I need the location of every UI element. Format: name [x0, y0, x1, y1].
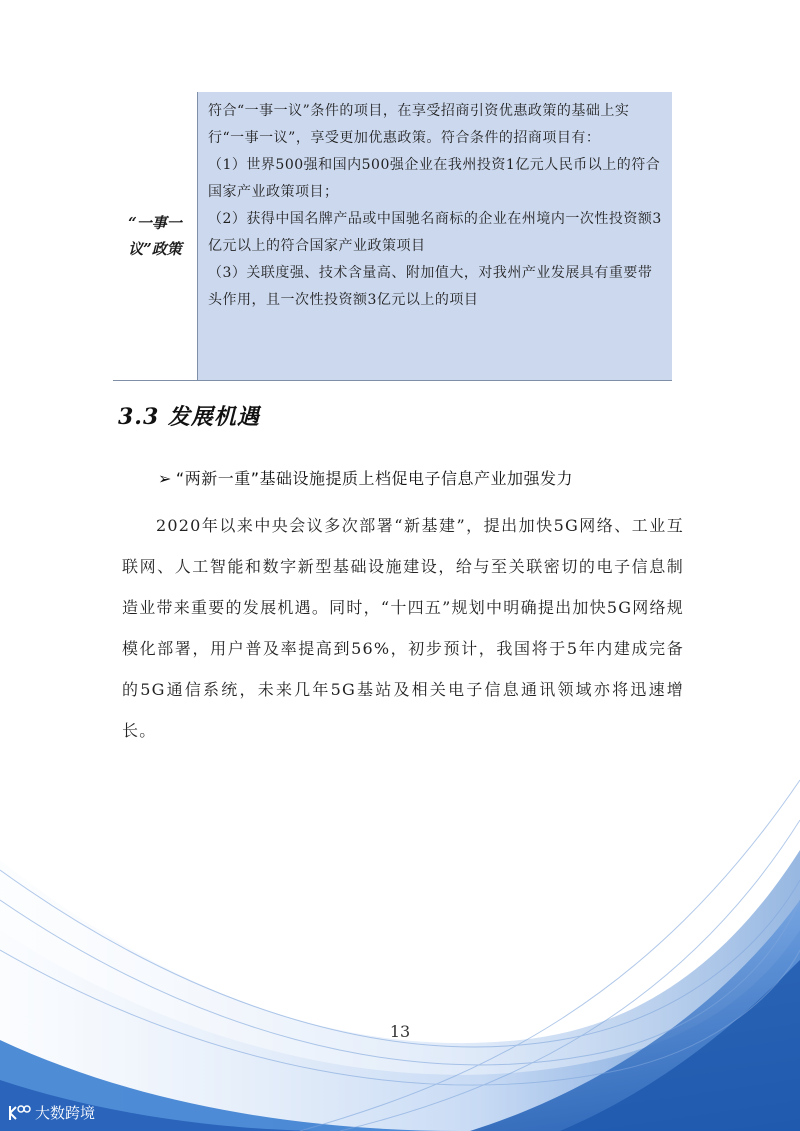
section-heading: 3.3 发展机遇	[118, 404, 260, 430]
policy-name-cell	[113, 92, 198, 380]
body-paragraph: 2020年以来中央会议多次部署“新基建”，提出加快5G网络、工业互联网、人工智能和数字新型基础设施建设，给与至关联密切的电子信息制造业带来重要的发展机遇。同时，“十四五”规划中明确提出加快5G网络规模化部署，用户普及率提高到56%，初步预计，我国将于5年内建成完备的5G通信系统，未来几年5G基站及相关电子信息通讯领域亦将迅速增长。	[122, 516, 684, 740]
policy-item-1: （1）世界500强和国内500强企业在我州投资1亿元人民币以上的符合国家产业政策项目；	[208, 157, 661, 200]
bullet-arrow-icon: ➢	[158, 469, 172, 488]
policy-item-3: （3）关联度强、技术含量高、附加值大，对我州产业发展具有重要带头作用，且一次性投资额3亿元以上的项目	[208, 265, 653, 308]
bullet-heading	[158, 466, 573, 489]
policy-name: “一事一议”政策	[128, 214, 182, 258]
bullet-text: “两新一重”基础设施提质上档促电子信息产业加强发力	[175, 469, 573, 488]
policy-table	[113, 92, 672, 381]
kuajing-logo-icon	[8, 1103, 32, 1123]
page-number: 13	[389, 1022, 411, 1041]
watermark-text: 大数跨境	[35, 1104, 96, 1122]
policy-item-2: （2）获得中国名牌产品或中国驰名商标的企业在州境内一次性投资额3亿元以上的符合国家产业政策项目	[208, 211, 662, 254]
policy-description	[198, 92, 672, 380]
policy-intro: 符合“一事一议”条件的项目，在享受招商引资优惠政策的基础上实行“一事一议”，享受更加优惠政策。符合条件的招商项目有：	[208, 103, 630, 146]
watermark	[8, 1102, 95, 1123]
